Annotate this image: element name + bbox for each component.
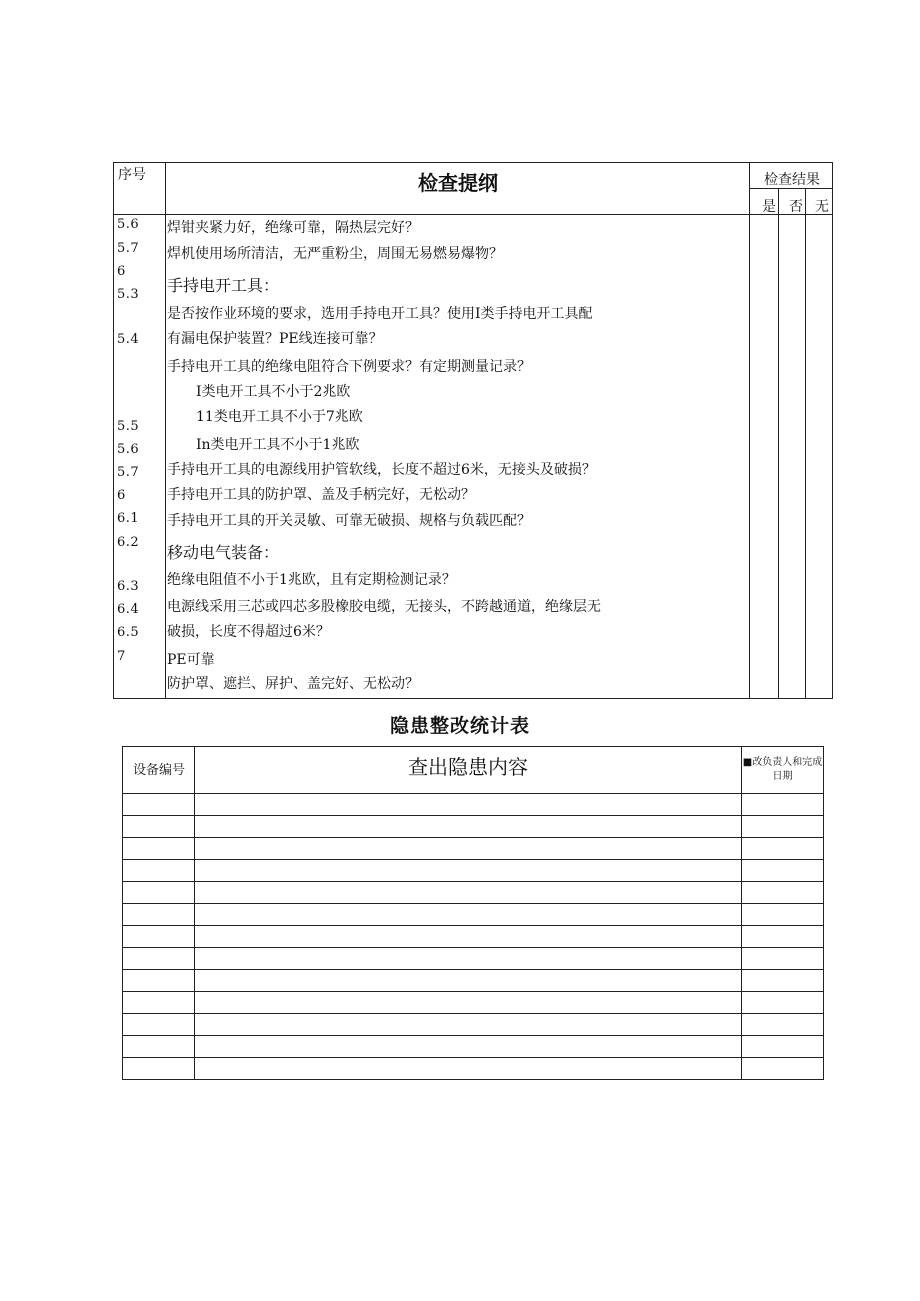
seq-number: 7 bbox=[117, 649, 126, 664]
cell-hazard-content bbox=[195, 838, 742, 860]
table-title: 检查提纲 bbox=[418, 171, 498, 195]
cell-responsible-date bbox=[742, 926, 824, 948]
cell-responsible-date bbox=[742, 948, 824, 970]
cell-responsible-date bbox=[742, 1036, 824, 1058]
table-row bbox=[123, 816, 824, 838]
cell-equipment-no bbox=[123, 1014, 195, 1036]
section-heading: 移动电气装备： bbox=[167, 543, 280, 562]
seq-number: 5.4 bbox=[117, 332, 140, 347]
cell-equipment-no bbox=[123, 860, 195, 882]
result-header: 检查结果 bbox=[764, 172, 820, 188]
col-responsible-date: ■改负责人和完成日期 bbox=[742, 747, 824, 794]
table-row bbox=[123, 1014, 824, 1036]
cell-hazard-content bbox=[195, 1058, 742, 1080]
table-row bbox=[123, 1036, 824, 1058]
cell-hazard-content bbox=[195, 1036, 742, 1058]
seq-number: 6 bbox=[117, 264, 126, 279]
inspection-table bbox=[113, 162, 833, 699]
rectification-table bbox=[122, 746, 824, 1080]
cell-hazard-content bbox=[195, 926, 742, 948]
check-item: PE可靠 bbox=[167, 652, 215, 668]
check-item: 手持电开工具的防护罩、盖及手柄完好，无松动？ bbox=[167, 487, 475, 503]
cell-equipment-no bbox=[123, 904, 195, 926]
cell-responsible-date bbox=[742, 816, 824, 838]
cell-hazard-content bbox=[195, 904, 742, 926]
seq-number: 5.7 bbox=[117, 241, 140, 256]
result-option-none: 无 bbox=[815, 199, 829, 215]
check-item: 焊机使用场所清洁，无严重粉尘，周围无易燃易爆物？ bbox=[167, 246, 503, 262]
cell-responsible-date bbox=[742, 860, 824, 882]
column-divider bbox=[805, 188, 806, 698]
seq-number: 6.1 bbox=[117, 511, 140, 526]
cell-equipment-no bbox=[123, 1036, 195, 1058]
table-row bbox=[123, 838, 824, 860]
cell-equipment-no bbox=[123, 1058, 195, 1080]
cell-responsible-date bbox=[742, 838, 824, 860]
table-row bbox=[123, 970, 824, 992]
seq-number: 6.4 bbox=[117, 602, 140, 617]
cell-equipment-no bbox=[123, 882, 195, 904]
check-item: In类电开工具不小于1兆欧 bbox=[196, 437, 360, 453]
seq-number: 5.6 bbox=[117, 217, 140, 232]
table-row bbox=[123, 860, 824, 882]
result-option-yes: 是 bbox=[762, 199, 776, 215]
check-item: 防护罩、遮拦、屏护、盖完好、无松动？ bbox=[167, 676, 419, 692]
check-item: 破损，长度不得超过6米？ bbox=[167, 624, 330, 640]
seq-number: 5.3 bbox=[117, 287, 140, 302]
cell-hazard-content bbox=[195, 970, 742, 992]
cell-hazard-content bbox=[195, 816, 742, 838]
check-item: 是否按作业环境的要求，选用手持电开工具？使用I类手持电开工具配 bbox=[167, 306, 593, 322]
seq-number: 5.7 bbox=[117, 465, 140, 480]
cell-equipment-no bbox=[123, 970, 195, 992]
check-item: 绝缘电阻值不小于1兆欧，且有定期检测记录？ bbox=[167, 572, 456, 588]
cell-responsible-date bbox=[742, 1014, 824, 1036]
seq-number: 6.2 bbox=[117, 535, 140, 550]
seq-number: 6.3 bbox=[117, 579, 140, 594]
cell-equipment-no bbox=[123, 926, 195, 948]
seq-header: 序号 bbox=[118, 167, 146, 183]
table-row bbox=[123, 882, 824, 904]
check-item: 手持电开工具的电源线用护管软线，长度不超过6米，无接头及破损？ bbox=[167, 462, 596, 478]
seq-number: 6.5 bbox=[117, 625, 140, 640]
seq-number: 6 bbox=[117, 488, 126, 503]
check-item: 有漏电保护装置？PE线连接可靠？ bbox=[167, 331, 383, 347]
seq-number: 5.5 bbox=[117, 419, 140, 434]
cell-hazard-content bbox=[195, 882, 742, 904]
cell-hazard-content bbox=[195, 948, 742, 970]
cell-responsible-date bbox=[742, 882, 824, 904]
cell-hazard-content bbox=[195, 1014, 742, 1036]
seq-number: 5.6 bbox=[117, 442, 140, 457]
check-item: 11类电开工具不小于7兆欧 bbox=[196, 409, 363, 425]
table-header-row bbox=[123, 747, 824, 794]
cell-responsible-date bbox=[742, 970, 824, 992]
table-row bbox=[123, 948, 824, 970]
cell-responsible-date bbox=[742, 794, 824, 816]
cell-equipment-no bbox=[123, 838, 195, 860]
result-option-no: 否 bbox=[789, 199, 803, 215]
column-divider bbox=[778, 188, 779, 698]
cell-equipment-no bbox=[123, 816, 195, 838]
check-item: 焊钳夹紧力好，绝缘可靠，隔热层完好？ bbox=[167, 220, 419, 236]
table-row bbox=[123, 794, 824, 816]
cell-hazard-content bbox=[195, 794, 742, 816]
check-item: 手持电开工具的绝缘电阻符合下例要求？有定期测量记录？ bbox=[167, 359, 531, 375]
cell-hazard-content bbox=[195, 992, 742, 1014]
check-item: 手持电开工具的开关灵敏、可靠无破损、规格与负载匹配？ bbox=[167, 513, 531, 529]
cell-equipment-no bbox=[123, 992, 195, 1014]
check-item: 电源线采用三芯或四芯多股橡胶电缆，无接头，不跨越通道，绝缘层无 bbox=[167, 599, 601, 615]
cell-equipment-no bbox=[123, 794, 195, 816]
cell-hazard-content bbox=[195, 860, 742, 882]
check-item: I类电开工具不小于2兆欧 bbox=[196, 384, 351, 400]
cell-responsible-date bbox=[742, 904, 824, 926]
col-equipment-no: 设备编号 bbox=[123, 747, 195, 794]
column-divider bbox=[749, 163, 750, 698]
header-divider bbox=[114, 214, 832, 215]
cell-equipment-no bbox=[123, 948, 195, 970]
column-divider bbox=[165, 163, 166, 698]
table-row bbox=[123, 926, 824, 948]
table-row bbox=[123, 1058, 824, 1080]
cell-responsible-date bbox=[742, 992, 824, 1014]
table-body bbox=[123, 794, 824, 1080]
table-row bbox=[123, 904, 824, 926]
col-hazard-content: 查出隐患内容 bbox=[195, 747, 742, 794]
section-heading: 手持电开工具： bbox=[167, 276, 280, 295]
cell-responsible-date bbox=[742, 1058, 824, 1080]
rectification-title: 隐患整改统计表 bbox=[389, 715, 530, 737]
table-row bbox=[123, 992, 824, 1014]
